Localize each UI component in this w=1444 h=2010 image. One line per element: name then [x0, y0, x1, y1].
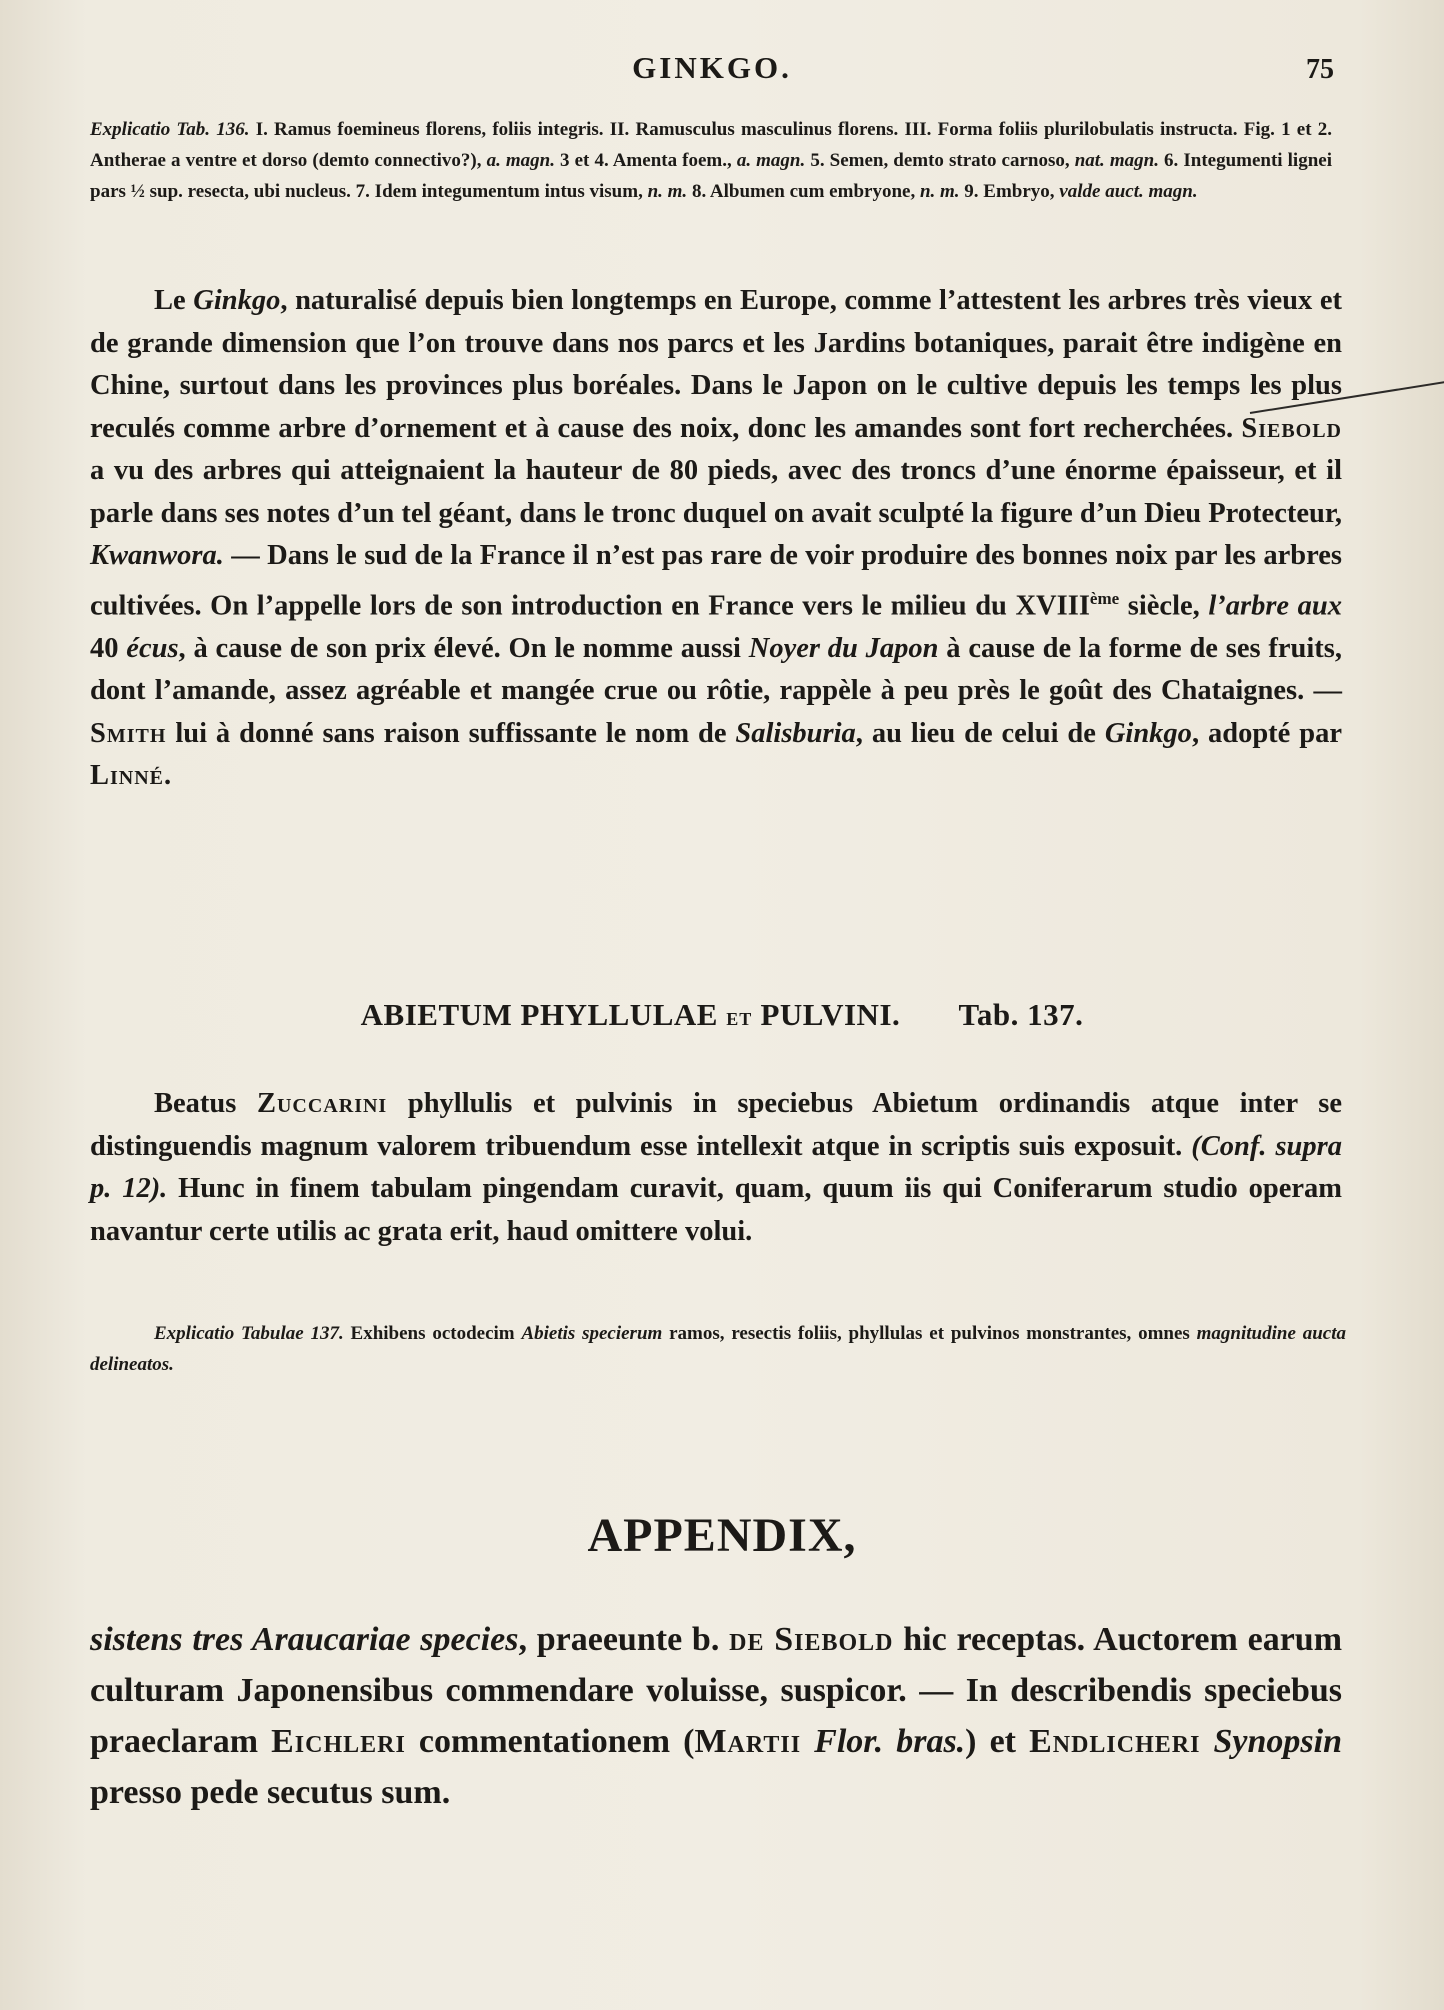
caption-italic: n. m.: [919, 181, 960, 202]
author-name: Martii: [694, 1723, 802, 1760]
ginkgo-paragraph: [90, 280, 1342, 798]
plate-137-caption: [90, 1318, 1346, 1380]
section-heading: [0, 997, 1444, 1033]
heading-text: ABIETUM PHYLLULAE: [360, 997, 718, 1032]
work-title: Synopsin: [1213, 1723, 1343, 1760]
page-number: 75: [1306, 54, 1334, 85]
caption-text: 9. Embryo,: [959, 181, 1060, 202]
caption-text: 8. Albumen cum embryone,: [687, 181, 920, 202]
author-name: Siebold: [774, 1621, 894, 1658]
caption-text: 3 et 4. Amenta foem.,: [554, 150, 737, 171]
text-run: , à cause de son prix élevé. On le nomme aussi: [178, 632, 749, 664]
text-run: siècle,: [1119, 590, 1209, 621]
appendix-heading: APPENDIX,: [587, 1509, 857, 1562]
caption-label: Explicatio Tabulae 137.: [154, 1323, 344, 1344]
appendix-italic: sistens tres Araucariae species: [90, 1621, 519, 1658]
work-title: Flor. bras.: [814, 1723, 966, 1760]
caption-text: Exhibens octodecim: [343, 1323, 522, 1344]
text-run: .: [164, 760, 172, 791]
text-run: Beatus: [154, 1088, 257, 1119]
caption-italic: n. m.: [647, 181, 688, 202]
page-header: [90, 44, 1334, 92]
running-title: GINKGO.: [632, 50, 792, 85]
genus-name: Ginkgo: [1104, 717, 1192, 749]
caption-italic: valde auct. magn.: [1059, 181, 1198, 202]
text-run: presso pede secutus sum.: [90, 1774, 451, 1811]
text-run: 40: [90, 632, 127, 664]
plate-136-caption: [90, 114, 1332, 207]
superscript: ème: [1089, 588, 1120, 608]
heading-conjunction: et: [726, 1004, 753, 1031]
text-run: hic receptas. Auctorem earum culturam Japonensibus commendare voluisse, suspicor. — In describendis speciebus praeclaram: [90, 1621, 1343, 1760]
caption-label: Explicatio Tab. 136.: [90, 119, 250, 140]
caption-italic: a. magn.: [736, 150, 806, 171]
text-run: Hunc in finem tabulam pingendam curavit, quam, quum iis qui Coniferarum studio operam navantur certe utilis ac grata erit, haud omittere volui.: [90, 1173, 1342, 1247]
common-name: l’arbre aux: [1208, 590, 1342, 621]
cross-reference: (Conf. supra p. 12).: [90, 1130, 1342, 1204]
caption-italic: nat. magn.: [1074, 150, 1159, 171]
abietum-paragraph: [90, 1083, 1342, 1253]
text-run: — Dans le sud de la France il n’est pas rare de voir produire des bonnes noix par les arbres cultivées. On l’appelle lors de son introduction en France vers le milieu du XVIII: [90, 540, 1342, 621]
text-run: Le: [154, 285, 194, 316]
caption-text: 5. Semen, demto strato carnoso,: [805, 150, 1075, 171]
text-run: à cause de la forme de ses fruits, dont l’amande, assez agréable et mangée crue ou rôtie, rappèle à peu près le goût des Chataignes. —: [90, 632, 1342, 706]
author-name: Zuccarini: [256, 1088, 388, 1119]
text-run: [801, 1723, 814, 1760]
caption-text: I. Ramus foemineus florens, foliis integris. II. Ramusculus masculinus florens. III. Forma foliis plurilobulatis instructa. Fig. 1 et 2. Antherae a ventre et dorso (demto connectivo?),: [90, 119, 1332, 171]
text-run: ) et: [965, 1723, 1030, 1760]
common-name: Noyer du Japon: [748, 632, 939, 664]
caption-italic: Abietis specierum: [521, 1323, 663, 1344]
text-run: , adopté par: [1191, 717, 1342, 749]
text-run: a vu des arbres qui atteignaient la hauteur de 80 pieds, avec des troncs d’une énorme épaisseur, et il parle dans ses notes d’un tel géant, dans le tronc duquel on avait sculpté la figure d’un Dieu Protecteur,: [90, 455, 1342, 529]
heading-text: PULVINI.: [760, 997, 901, 1032]
text-run: , au lieu de celui de: [855, 717, 1105, 749]
caption-italic: a. magn.: [486, 150, 555, 171]
caption-text: 6. Integumenti lignei pars ½ sup. resecta, ubi nucleus. 7. Idem integumentum intus visum,: [90, 150, 1332, 202]
appendix-paragraph: [90, 1614, 1342, 1818]
text-run: phyllulis et pulvinis in speciebus Abietum ordinandis atque inter se distinguendis magnum valorem tribuendum esse intellexit atque in scriptis suis exposuit.: [90, 1088, 1342, 1162]
author-name: Smith: [90, 717, 167, 749]
text-run: [764, 1621, 774, 1658]
author-name: Endlicheri: [1029, 1723, 1201, 1760]
deity-name: Kwanwora.: [90, 540, 224, 571]
caption-text: ramos, resectis foliis, phyllulas et pulvinos monstrantes, omnes: [662, 1323, 1197, 1344]
text-run: commentationem (: [405, 1723, 695, 1760]
text-run: , naturalisé depuis bien longtemps en Europe, comme l’attestent les arbres très vieux et de grande dimension que l’on trouve dans nos parcs et les Jardins botaniques, parait être indigène en Chine, surtout dans les provinces plus boréales. Dans le Japon on le cultive depuis les temps les plus reculés comme arbre d’ornement et à cause des noix, donc les amandes sont fort recherchées.: [90, 285, 1342, 444]
text-run: [1200, 1723, 1213, 1760]
common-name: écus: [126, 632, 179, 664]
text-run: , praeeunte b.: [518, 1621, 730, 1658]
genus-name: Salisburia: [735, 717, 856, 749]
author-name: Siebold: [1241, 412, 1342, 444]
author-name: Linné: [90, 760, 165, 791]
text-run: lui à donné sans raison suffissante le nom de: [166, 717, 736, 749]
caption-italic: magnitudine aucta delineatos.: [90, 1323, 1346, 1375]
author-name: Eichleri: [271, 1723, 406, 1760]
genus-name: Ginkgo: [193, 285, 281, 316]
particle: de: [729, 1621, 765, 1658]
plate-reference: Tab. 137.: [958, 997, 1084, 1032]
